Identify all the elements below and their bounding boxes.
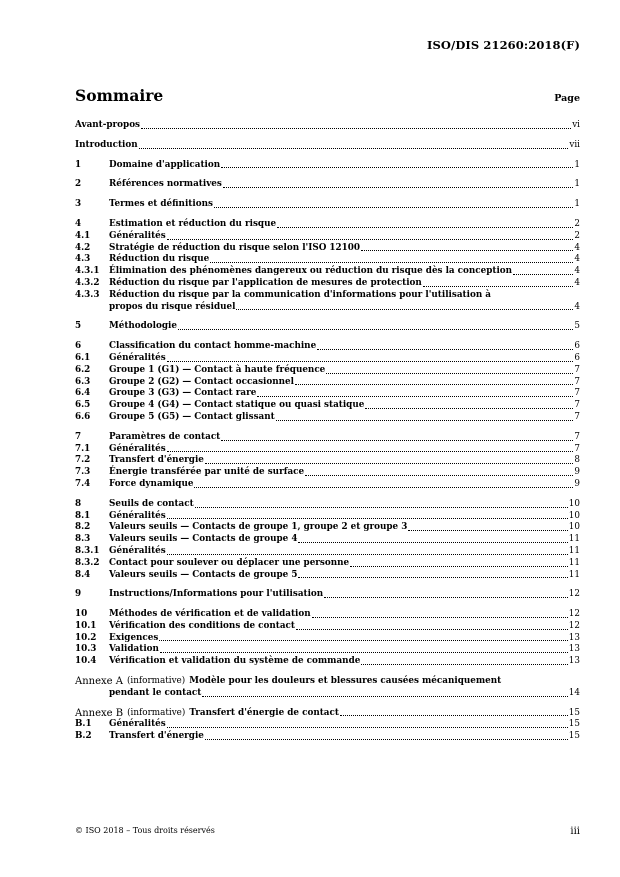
toc-entry-number: 8 [75,498,82,509]
toc-entry-number: B.1 [75,719,92,730]
toc-entry-number: 8.3.1 [75,545,100,556]
annex-label: Annexe B [75,707,124,719]
toc-entry[interactable] [75,455,580,467]
toc-entry[interactable] [75,321,580,333]
toc-entry-number: 6 [75,341,82,352]
dot-leader [277,227,573,228]
toc-entry-number: 4.1 [75,230,91,241]
toc-entry-title-continued: propos du risque résiduel [109,301,236,312]
dot-leader [350,566,568,567]
toc-entry-page: 13 [568,644,580,655]
toc-entry[interactable] [75,570,580,582]
toc-title-row [75,86,580,105]
dot-leader [210,262,573,263]
toc-entry-number: 7.1 [75,443,91,454]
dot-leader [408,530,567,531]
toc-entry-page: 4 [574,277,580,288]
toc-entry-title: Contact pour soulever ou déplacer une personne [109,557,350,568]
toc-entry-title: Généralités [109,443,166,454]
dot-leader [298,577,567,578]
dot-leader [205,739,568,740]
toc-entry-title: Réduction du risque par l'application de mesures de protection [109,277,422,288]
toc-entry[interactable] [75,719,580,731]
toc-entry-page: 15 [568,707,580,718]
dot-leader [298,542,567,543]
dot-leader [326,373,573,374]
toc-entry-title: Groupe 4 (G4) — Contact statique ou quasi statique [109,400,365,411]
toc-entry[interactable] [75,644,580,656]
toc-entry-title: Vérification des conditions de contact [109,620,295,631]
toc-entry[interactable] [75,120,580,132]
toc-entry-page: 6 [574,352,580,363]
toc-entry-title: Exigences [109,632,159,643]
toc-entry-title: Généralités [109,719,166,730]
toc-entry-number: 6.4 [75,388,91,399]
toc-entry-number: 6.1 [75,352,91,363]
toc-entry-page: 14 [568,687,580,698]
toc-entry-title: Introduction [75,139,138,150]
toc-entry-page: 7 [574,431,580,442]
dot-leader [361,250,573,251]
toc-entry-title: Vérification et validation du système de commande [109,656,361,667]
page-title: Sommaire [75,86,164,105]
toc-entry-number: 4.3.2 [75,277,100,288]
dot-leader [167,239,574,240]
toc-entry-number: 10.4 [75,656,97,667]
toc-entry-page: 11 [568,545,580,556]
toc-entry-title: Valeurs seuils — Contacts de groupe 1, groupe 2 et groupe 3 [109,522,408,533]
toc-entry-title: Groupe 2 (G2) — Contact occasionnel [109,376,294,387]
toc-entry-page: 9 [574,467,580,478]
toc-entry-title: Réduction du risque par la communication d'informations pour l'utilisation à [109,289,491,300]
toc-entry-page: 11 [568,534,580,545]
toc-entry-number: 9 [75,589,82,600]
toc-annex-entry[interactable] [75,676,580,700]
toc-entry-title: Méthodes de vérification et de validation [109,609,311,620]
dot-leader [221,440,573,441]
dot-leader [296,629,568,630]
dot-leader [167,554,568,555]
toc-entry-page: 7 [574,443,580,454]
toc-entry-page: 7 [574,400,580,411]
toc-entry-number: 2 [75,179,82,190]
toc-entry-page: 15 [568,719,580,730]
dot-leader [178,329,573,330]
toc-entry-number: 4.3.3 [75,289,100,300]
toc-entry-page: 7 [574,388,580,399]
document-reference: ISO/DIS 21260:2018(F) [427,38,580,52]
toc-entry[interactable] [75,231,580,243]
toc-entry-title: Généralités [109,230,166,241]
toc-entry-title: Classification du contact homme-machine [109,341,317,352]
toc-entry-title: Force dynamique [109,478,194,489]
table-of-contents [75,120,580,743]
toc-entry[interactable] [75,160,580,172]
toc-entry-page: 13 [568,632,580,643]
dot-leader [295,384,573,385]
toc-entry[interactable] [75,353,580,365]
toc-entry[interactable] [75,444,580,456]
toc-entry[interactable] [75,140,580,152]
toc-entry[interactable] [75,534,580,546]
toc-entry-page: 10 [568,522,580,533]
toc-entry-page: 1 [574,199,580,210]
dot-leader [305,475,573,476]
toc-entry[interactable] [75,400,580,412]
page-footer [75,826,580,837]
toc-entry[interactable] [75,179,580,191]
toc-entry-title: Transfert d'énergie [109,455,204,466]
toc-entry-page: 7 [574,364,580,375]
toc-entry-body [109,290,580,314]
toc-entry-title: Valeurs seuils — Contacts de groupe 4 [109,534,298,545]
toc-entry-title: Stratégie de réduction du risque selon l'ISO 12100 [109,242,361,253]
toc-entry-page: 15 [568,731,580,742]
toc-entry-page: 5 [574,321,580,332]
toc-entry-page: 4 [574,301,580,312]
dot-leader [167,451,574,452]
toc-entry-number: 8.1 [75,510,91,521]
annex-label: Annexe A [75,676,123,688]
dot-leader [513,274,573,275]
toc-entry-page: 2 [574,230,580,241]
toc-entry-title: Paramètres de contact [109,431,221,442]
toc-entry[interactable] [75,278,580,290]
dot-leader [276,420,574,421]
toc-annex-entry[interactable] [75,708,580,720]
toc-entry[interactable] [75,633,580,645]
toc-entry-number: 10.2 [75,632,97,643]
toc-entry-title: Transfert d'énergie [109,731,204,742]
toc-entry-page: 7 [574,411,580,422]
dot-leader [159,640,567,641]
toc-entry-number: 1 [75,159,82,170]
dot-leader [236,309,573,310]
toc-entry[interactable] [75,609,580,621]
annex-type: (informative) [126,676,186,687]
dot-leader [160,652,568,653]
toc-entry-number: 6.2 [75,364,91,375]
toc-entry-number: B.2 [75,731,92,742]
dot-leader [223,187,574,188]
dot-leader [167,361,574,362]
dot-leader [312,617,568,618]
toc-entry-page: 12 [568,589,580,600]
dot-leader [324,597,568,598]
dot-leader [340,715,568,716]
toc-entry-page: 10 [568,498,580,509]
toc-entry-page: 1 [574,159,580,170]
toc-entry-title: Énergie transférée par unité de surface [109,467,305,478]
dot-leader [365,408,573,409]
toc-entry-number: 7.2 [75,455,91,466]
toc-entry-number: 5 [75,321,82,332]
dot-leader [194,487,573,488]
toc-entry-title: Références normatives [109,179,222,190]
toc-entry[interactable] [75,731,580,743]
annex-title-continued: pendant le contact [109,687,202,698]
toc-entry-title: Groupe 5 (G5) — Contact glissant [109,411,275,422]
toc-entry-title: Avant-propos [75,120,141,130]
page-number: iii [570,826,580,837]
dot-leader [214,207,573,208]
annex-type: (informative) [127,707,186,718]
toc-entry-title: Domaine d'application [109,159,221,170]
toc-entry[interactable] [75,243,580,255]
toc-entry-number: 8.3.2 [75,557,100,568]
toc-entry-page: 11 [568,557,580,568]
dot-leader [317,349,573,350]
toc-entry-number: 8.4 [75,569,91,580]
toc-entry-number: 10.1 [75,620,97,631]
toc-entry-page: 6 [574,341,580,352]
toc-entry[interactable] [75,254,580,266]
page-column-label: Page [554,93,580,104]
toc-entry-page: 13 [568,656,580,667]
toc-entry[interactable] [75,199,580,211]
dot-leader [361,664,567,665]
toc-entry[interactable] [75,511,580,523]
dot-leader [423,286,574,287]
toc-entry-title: Termes et définitions [109,199,213,210]
toc-entry-title: Valeurs seuils — Contacts de groupe 5 [109,569,298,580]
toc-entry-number: 3 [75,199,82,210]
toc-entry[interactable] [75,656,580,668]
toc-entry[interactable] [75,589,580,601]
annex-title: Transfert d'énergie de contact [189,707,339,718]
toc-entry[interactable] [75,467,580,479]
toc-entry-page: 9 [574,478,580,489]
toc-entry[interactable] [75,546,580,558]
toc-entry-page: 12 [568,620,580,631]
annex-title: Modèle pour les douleurs et blessures causées mécaniquement [189,676,502,687]
dot-leader [167,727,568,728]
toc-entry-title: Validation [109,644,159,655]
toc-entry-number: 6.3 [75,376,91,387]
dot-leader [141,128,571,129]
toc-entry-title: Méthodologie [109,321,177,332]
toc-entry[interactable] [75,377,580,389]
toc-entry-page: 8 [574,455,580,466]
toc-entry[interactable] [75,290,580,314]
toc-entry-title: Estimation et réduction du risque [109,218,277,229]
toc-entry-page: 4 [574,242,580,253]
dot-leader [257,396,573,397]
toc-entry[interactable] [75,219,580,231]
toc-entry[interactable] [75,479,580,491]
toc-entry-number: 7 [75,431,82,442]
toc-entry-page: 11 [568,569,580,580]
toc-entry-title: Généralités [109,510,166,521]
toc-entry-number: 6.6 [75,411,91,422]
toc-entry-page: vii [569,139,580,150]
toc-entry[interactable] [75,432,580,444]
toc-entry-number: 4 [75,218,82,229]
toc-entry-number: 10 [75,609,88,620]
dot-leader [205,463,574,464]
toc-entry-number: 10.3 [75,644,97,655]
toc-entry-number: 7.4 [75,478,91,489]
toc-entry-title: Élimination des phénomènes dangereux ou réduction du risque dès la conception [109,266,513,277]
toc-entry[interactable] [75,388,580,400]
toc-entry-number: 4.2 [75,242,91,253]
dot-leader [221,167,573,168]
toc-entry[interactable] [75,558,580,570]
toc-entry-page: vi [572,120,580,130]
toc-entry[interactable] [75,522,580,534]
annex-heading-line [75,708,580,720]
toc-entry-number: 4.3 [75,254,91,265]
toc-entry-title: Instructions/Informations pour l'utilisation [109,589,324,600]
toc-entry-page: 4 [574,254,580,265]
copyright-notice: © ISO 2018 – Tous droits réservés [75,826,215,835]
dot-leader [195,507,568,508]
toc-entry[interactable] [75,266,580,278]
toc-entry-page: 10 [568,510,580,521]
toc-entry-page: 7 [574,376,580,387]
toc-entry-title: Groupe 1 (G1) — Contact à haute fréquence [109,364,326,375]
dot-leader [202,696,567,697]
toc-entry-number: 7.3 [75,467,91,478]
toc-entry-title: Groupe 3 (G3) — Contact rare [109,388,257,399]
toc-entry-number: 8.3 [75,534,91,545]
toc-entry-continuation [109,302,580,314]
toc-entry[interactable] [75,621,580,633]
toc-entry-title: Généralités [109,545,166,556]
toc-entry-page: 2 [574,218,580,229]
annex-title-continuation [75,688,580,700]
toc-entry-number: 8.2 [75,522,91,533]
toc-entry[interactable] [75,341,580,353]
toc-entry-number: 4.3.1 [75,266,100,277]
toc-entry-page: 4 [574,266,580,277]
toc-entry-number: 6.5 [75,400,91,411]
toc-entry-title: Seuils de contact [109,498,194,509]
dot-leader [167,518,568,519]
toc-entry[interactable] [75,412,580,424]
toc-entry-title: Réduction du risque [109,254,210,265]
toc-entry-page: 1 [574,179,580,190]
toc-entry[interactable] [75,499,580,511]
dot-leader [139,148,569,149]
toc-entry-title: Généralités [109,352,166,363]
toc-entry-page: 12 [568,609,580,620]
toc-entry[interactable] [75,365,580,377]
annex-heading-line [75,676,580,688]
